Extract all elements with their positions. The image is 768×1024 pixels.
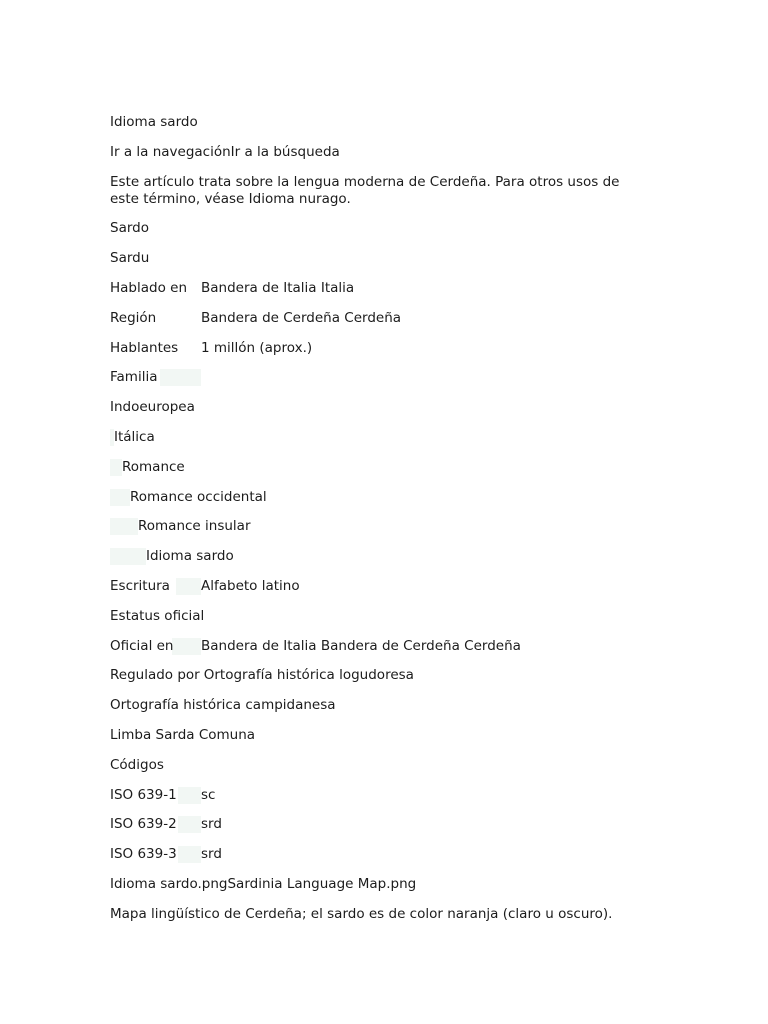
image-caption: Mapa lingüístico de Cerdeña; el sardo es de color naranja (claro u oscuro). <box>110 905 613 922</box>
article-title: Idioma sardo <box>110 114 198 130</box>
section-codes: Códigos <box>110 756 164 773</box>
infobox-label <box>110 369 201 386</box>
regulator-item[interactable]: Limba Sarda Comuna <box>110 726 256 743</box>
infobox-row-regulated-by <box>110 667 670 684</box>
family-node[interactable]: Romance insular <box>138 518 251 535</box>
infobox-label-text: Escritura <box>110 577 170 594</box>
infobox-value: 1 millón (aprox.) <box>201 339 313 356</box>
infobox-label <box>110 578 201 595</box>
language-name: Sardo <box>110 220 149 237</box>
infobox-label <box>110 638 201 655</box>
language-native-name: Sardu <box>110 250 150 267</box>
family-node[interactable]: Romance <box>122 458 185 475</box>
family-node[interactable]: Romance occidental <box>130 488 267 505</box>
infobox-row-script <box>110 578 670 595</box>
section-official-status: Estatus oficial <box>110 607 205 624</box>
family-tree-level-2 <box>110 459 670 476</box>
code-value[interactable]: sc <box>201 786 216 803</box>
code-label-text[interactable]: ISO 639-1 <box>110 786 177 803</box>
infobox-label: Regulado por <box>110 667 200 684</box>
code-label <box>110 846 201 863</box>
infobox-value[interactable]: Bandera de Italia Bandera de Cerdeña Cerdeña <box>201 637 521 654</box>
skip-links[interactable]: Ir a la navegaciónIr a la búsqueda <box>110 143 340 160</box>
infobox-row-spoken-in <box>110 280 670 297</box>
indent-spacer <box>110 489 130 506</box>
infobox-label: Región <box>110 309 157 326</box>
regulator-item[interactable]: Ortografía histórica campidanesa <box>110 697 336 714</box>
infobox-label-text: Oficial en <box>110 637 174 654</box>
infobox-row-official-in <box>110 638 670 655</box>
infobox-label-text: Familia <box>110 369 158 386</box>
infobox-value[interactable]: Bandera de Cerdeña Cerdeña <box>201 309 402 326</box>
code-label <box>110 816 201 833</box>
infobox-row-family <box>110 369 670 386</box>
family-tree-level-4 <box>110 518 670 535</box>
family-tree-level-0 <box>110 399 670 416</box>
code-label-text[interactable]: ISO 639-2 <box>110 816 177 833</box>
indent-spacer <box>110 518 138 535</box>
family-tree-level-1 <box>110 429 670 446</box>
code-value[interactable]: srd <box>201 816 222 833</box>
code-value[interactable]: srd <box>201 846 222 863</box>
infobox-value[interactable]: Bandera de Italia Italia <box>201 279 355 296</box>
code-label-text[interactable]: ISO 639-3 <box>110 846 177 863</box>
infobox-row-region <box>110 310 670 327</box>
indent-spacer <box>110 548 146 565</box>
disambiguation-note: Este artículo trata sobre la lengua moderna de Cerdeña. Para otros usos de este término, véase Idioma nurago. <box>110 173 624 207</box>
family-node: Idioma sardo <box>146 548 234 565</box>
infobox-label: Hablado en <box>110 279 187 296</box>
code-label <box>110 787 201 804</box>
infobox-row-speakers <box>110 340 670 357</box>
family-tree-level-5 <box>110 548 670 565</box>
infobox-label: Hablantes <box>110 339 179 356</box>
code-row-iso-639-3 <box>110 846 670 863</box>
code-row-iso-639-2 <box>110 816 670 833</box>
code-row-iso-639-1 <box>110 787 670 804</box>
family-node[interactable]: Indoeuropea <box>110 399 195 416</box>
family-node[interactable]: Itálica <box>114 428 155 445</box>
article-body <box>110 114 670 936</box>
family-tree-level-3 <box>110 489 670 506</box>
infobox-value[interactable]: Alfabeto latino <box>201 577 300 594</box>
indent-spacer <box>110 459 122 476</box>
infobox-value[interactable]: Ortografía histórica logudoresa <box>203 667 414 684</box>
image-filenames[interactable]: Idioma sardo.pngSardinia Language Map.png <box>110 875 417 892</box>
